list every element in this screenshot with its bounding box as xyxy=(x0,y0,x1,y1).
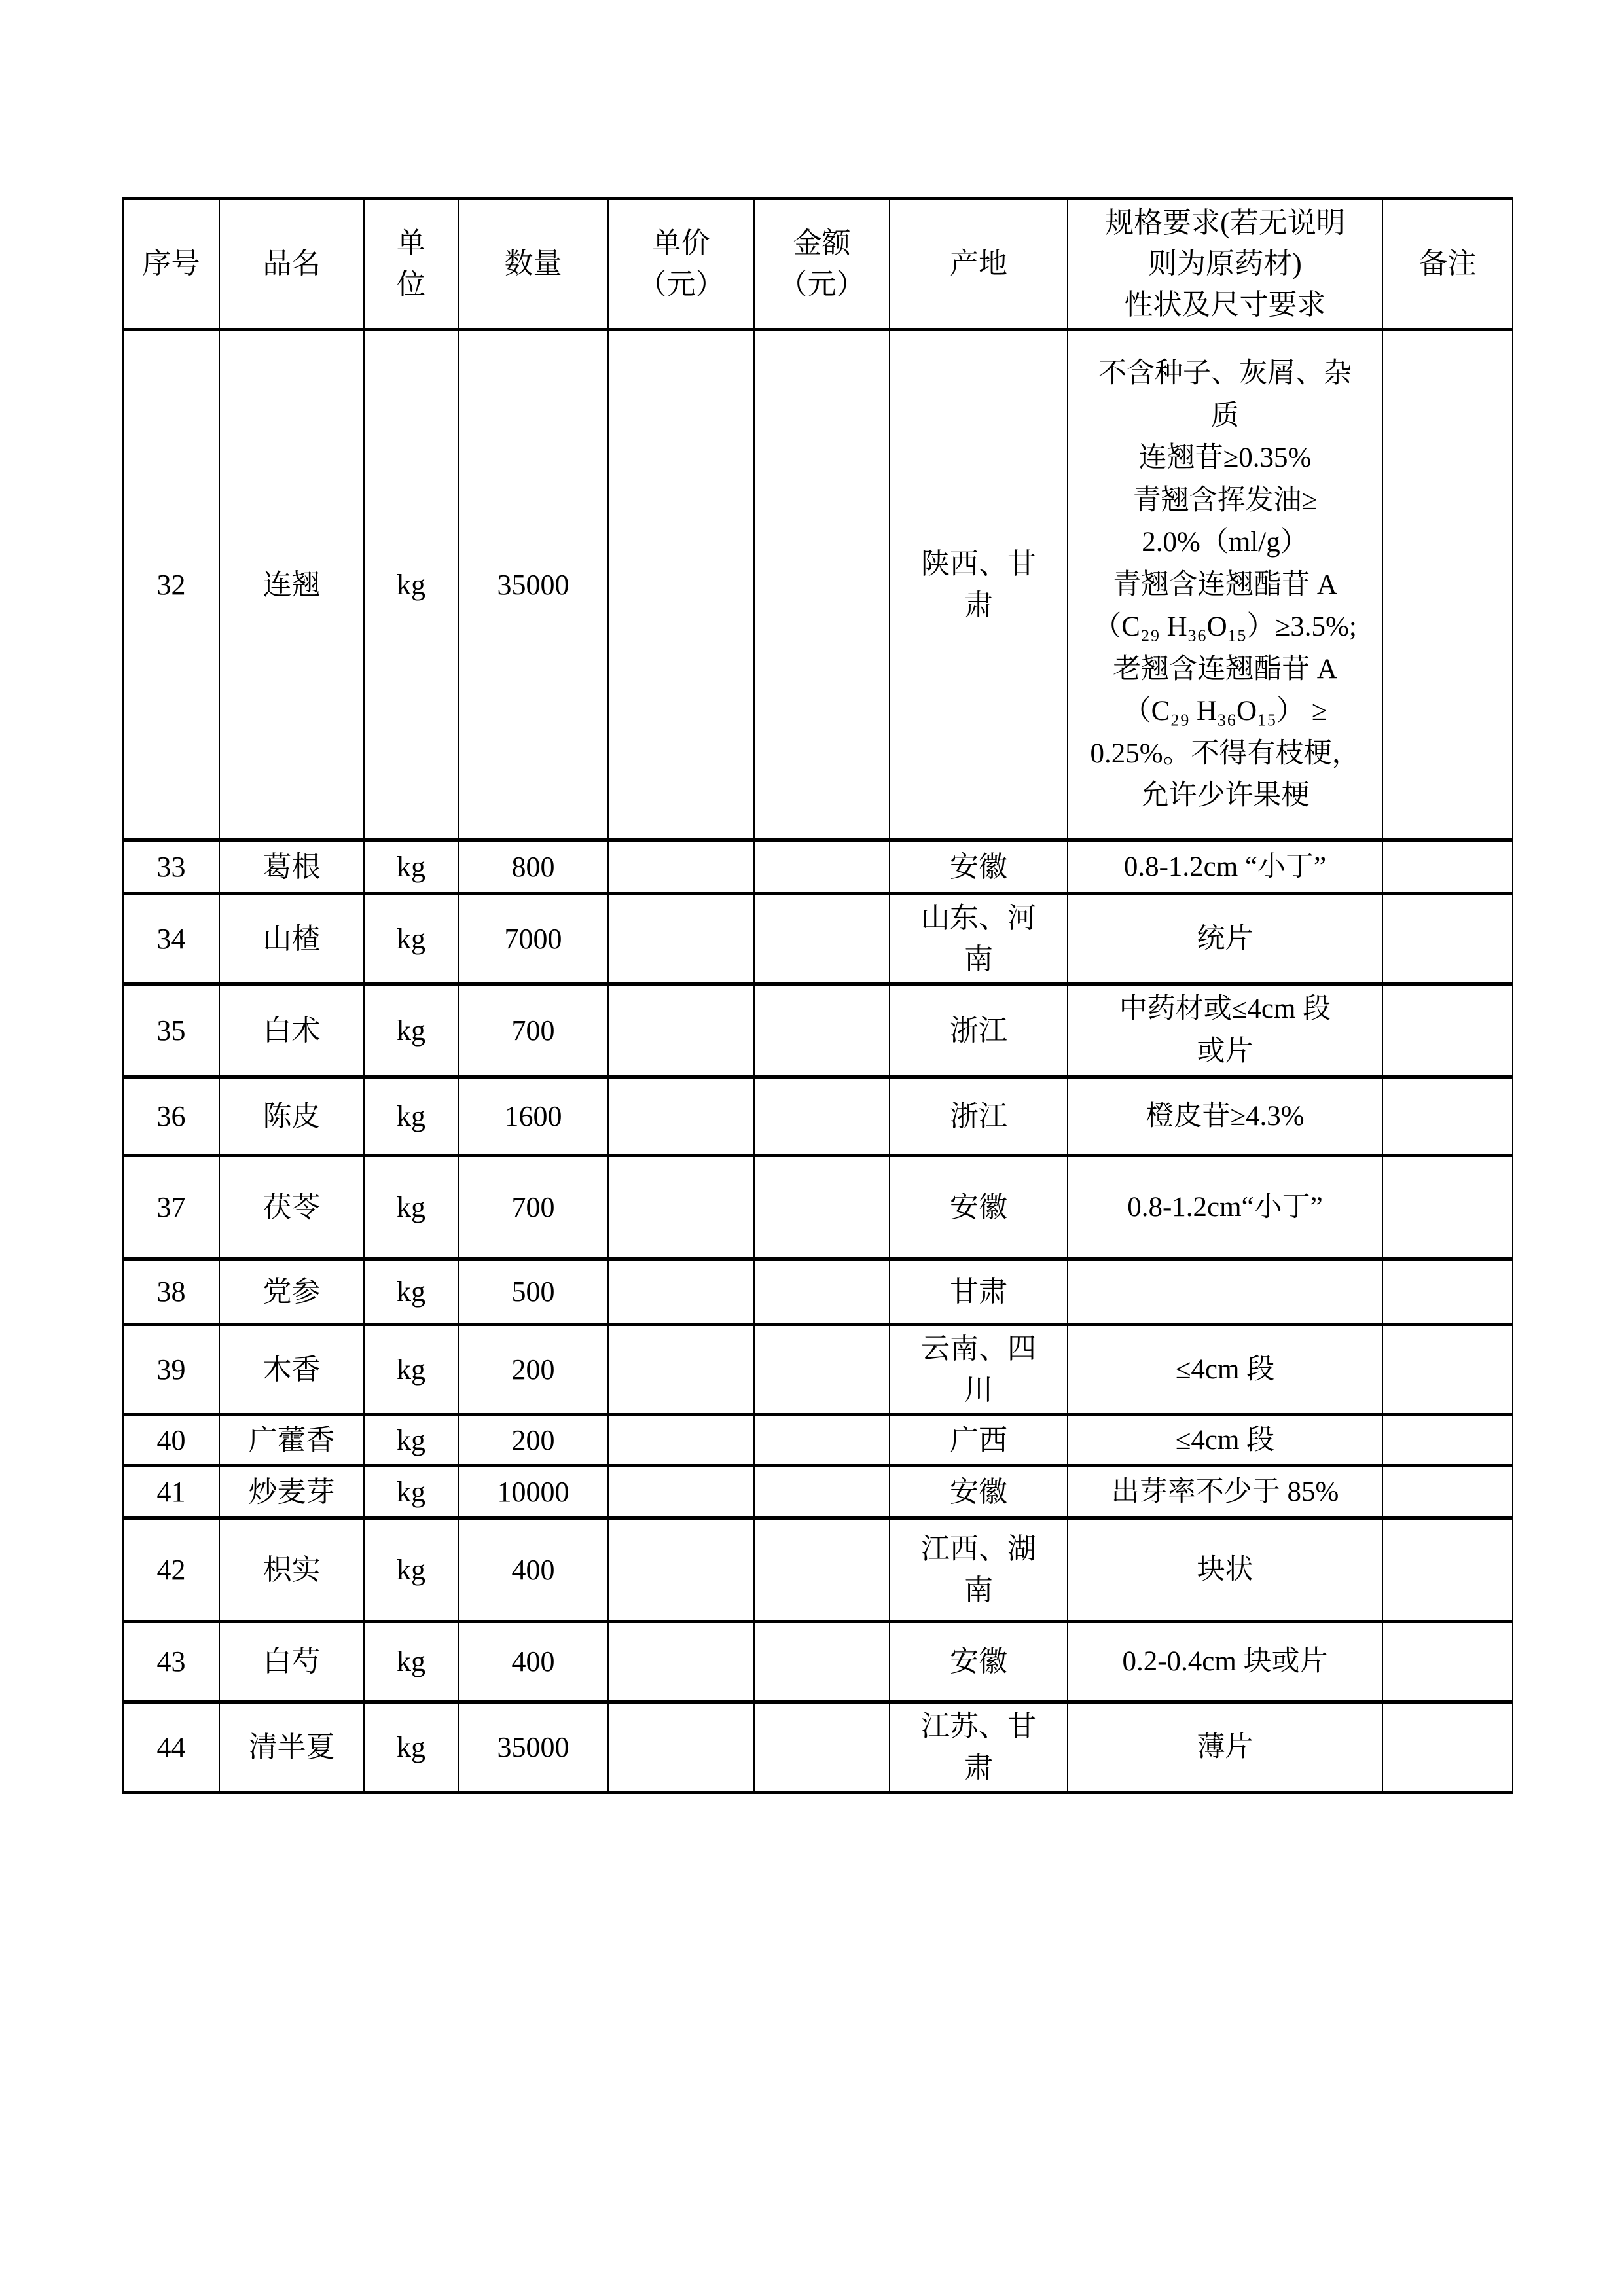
cell-price xyxy=(608,1415,754,1466)
spec-text-line: 老翘含连翘酯苷 A xyxy=(1113,653,1337,685)
col-header-amount xyxy=(754,199,890,330)
header-label-line: （元） xyxy=(778,268,865,300)
cell-price xyxy=(608,1077,754,1156)
spec-text-line: 连翘苷≥0.35% xyxy=(1138,442,1312,474)
col-header-no xyxy=(123,199,219,330)
cell-unit: kg xyxy=(364,1259,458,1325)
spec-text-line: 0.25%。不得有枝梗， xyxy=(1090,738,1360,769)
spec-text-line: 出芽率不少于 85% xyxy=(1111,1476,1339,1507)
cell-remark xyxy=(1382,1156,1513,1259)
cell-qty: 10000 xyxy=(458,1466,608,1518)
cell-name: 白术 xyxy=(219,984,364,1077)
procurement-items-table xyxy=(122,197,1513,1794)
cell-spec xyxy=(1068,894,1382,984)
cell-amount xyxy=(754,840,890,894)
cell-qty: 700 xyxy=(458,984,608,1077)
table-row-36 xyxy=(123,1077,1513,1156)
table-row-44 xyxy=(123,1702,1513,1793)
table-row-42 xyxy=(123,1518,1513,1622)
spec-text-line: （C₂₉ H₃₆O₁₅）≥3.5%; xyxy=(1093,611,1357,643)
cell-spec xyxy=(1068,330,1382,840)
cell-price xyxy=(608,1466,754,1518)
cell-spec xyxy=(1068,1702,1382,1793)
header-label-line: 备注 xyxy=(1418,247,1477,280)
header-label-line: 单 xyxy=(397,227,425,260)
col-header-remark xyxy=(1382,199,1513,330)
spec-text-line: 0.8-1.2cm “小丁” xyxy=(1123,851,1327,882)
table-row-32 xyxy=(123,330,1513,840)
cell-unit: kg xyxy=(364,894,458,984)
cell-name: 广藿香 xyxy=(219,1415,364,1466)
cell-name: 清半夏 xyxy=(219,1702,364,1793)
col-header-spec xyxy=(1068,199,1382,330)
cell-qty: 800 xyxy=(458,840,608,894)
cell-spec xyxy=(1068,1622,1382,1702)
cell-name: 葛根 xyxy=(219,840,364,894)
header-row xyxy=(123,199,1513,330)
cell-remark xyxy=(1382,330,1513,840)
cell-remark xyxy=(1382,840,1513,894)
cell-name: 陈皮 xyxy=(219,1077,364,1156)
cell-no: 39 xyxy=(123,1325,219,1415)
cell-spec xyxy=(1068,840,1382,894)
cell-name: 木香 xyxy=(219,1325,364,1415)
header-label-line: 规格要求(若无说明 xyxy=(1105,207,1345,239)
cell-qty: 7000 xyxy=(458,894,608,984)
header-label-line: （元） xyxy=(638,268,725,300)
cell-unit: kg xyxy=(364,1325,458,1415)
cell-remark xyxy=(1382,1702,1513,1793)
cell-price xyxy=(608,840,754,894)
cell-spec xyxy=(1068,1156,1382,1259)
cell-amount xyxy=(754,1518,890,1622)
cell-amount xyxy=(754,894,890,984)
table-row-37 xyxy=(123,1156,1513,1259)
cell-amount xyxy=(754,1622,890,1702)
cell-origin: 浙江 xyxy=(890,1077,1068,1156)
cell-spec xyxy=(1068,1325,1382,1415)
cell-remark xyxy=(1382,1518,1513,1622)
cell-name: 连翘 xyxy=(219,330,364,840)
cell-price xyxy=(608,330,754,840)
cell-no: 37 xyxy=(123,1156,219,1259)
cell-no: 38 xyxy=(123,1259,219,1325)
header-label-line: 则为原药材) xyxy=(1148,247,1302,280)
cell-amount xyxy=(754,1466,890,1518)
cell-origin: 江西、湖南 xyxy=(890,1518,1068,1622)
cell-name: 炒麦芽 xyxy=(219,1466,364,1518)
cell-amount xyxy=(754,1325,890,1415)
cell-price xyxy=(608,1325,754,1415)
cell-unit: kg xyxy=(364,330,458,840)
cell-no: 43 xyxy=(123,1622,219,1702)
cell-unit: kg xyxy=(364,1156,458,1259)
table-row-33 xyxy=(123,840,1513,894)
cell-price xyxy=(608,1259,754,1325)
spec-text-line: 不含种子、灰屑、杂 xyxy=(1098,358,1352,389)
cell-origin: 云南、四川 xyxy=(890,1325,1068,1415)
cell-name: 枳实 xyxy=(219,1518,364,1622)
cell-amount xyxy=(754,1077,890,1156)
table-header xyxy=(123,199,1513,330)
cell-no: 33 xyxy=(123,840,219,894)
header-label-line: 金额 xyxy=(793,227,851,260)
spec-text-line: 块状 xyxy=(1197,1554,1254,1585)
cell-remark xyxy=(1382,1259,1513,1325)
spec-text-line: 青翘含连翘酯苷 A xyxy=(1113,569,1337,600)
document-page xyxy=(122,197,1513,1794)
cell-unit: kg xyxy=(364,1415,458,1466)
cell-qty: 500 xyxy=(458,1259,608,1325)
cell-qty: 200 xyxy=(458,1415,608,1466)
spec-text-line: 青翘含挥发油≥ xyxy=(1132,484,1318,516)
cell-amount xyxy=(754,330,890,840)
cell-no: 32 xyxy=(123,330,219,840)
cell-remark xyxy=(1382,1325,1513,1415)
cell-origin: 安徽 xyxy=(890,1156,1068,1259)
cell-spec xyxy=(1068,1466,1382,1518)
cell-qty: 200 xyxy=(458,1325,608,1415)
cell-no: 36 xyxy=(123,1077,219,1156)
cell-no: 42 xyxy=(123,1518,219,1622)
cell-unit: kg xyxy=(364,1622,458,1702)
cell-amount xyxy=(754,1702,890,1793)
cell-origin: 甘肃 xyxy=(890,1259,1068,1325)
table-row-35 xyxy=(123,984,1513,1077)
cell-price xyxy=(608,984,754,1077)
cell-origin: 安徽 xyxy=(890,1622,1068,1702)
header-label-line: 性状及尺寸要求 xyxy=(1124,288,1326,321)
cell-qty: 700 xyxy=(458,1156,608,1259)
cell-price xyxy=(608,894,754,984)
cell-spec xyxy=(1068,1415,1382,1466)
table-row-40 xyxy=(123,1415,1513,1466)
cell-amount xyxy=(754,1259,890,1325)
cell-spec xyxy=(1068,984,1382,1077)
cell-remark xyxy=(1382,984,1513,1077)
cell-origin: 山东、河南 xyxy=(890,894,1068,984)
table-row-41 xyxy=(123,1466,1513,1518)
spec-text-line: （C₂₉ H₃₆O₁₅） ≥ xyxy=(1123,696,1327,727)
col-header-unit xyxy=(364,199,458,330)
table-body xyxy=(123,330,1513,1793)
table-row-43 xyxy=(123,1622,1513,1702)
cell-no: 44 xyxy=(123,1702,219,1793)
header-label-line: 位 xyxy=(397,268,425,300)
header-label-line: 序号 xyxy=(142,247,200,280)
spec-text-line: 允许少许果梗 xyxy=(1140,780,1310,812)
spec-text-line: 薄片 xyxy=(1197,1731,1254,1763)
cell-spec xyxy=(1068,1518,1382,1622)
cell-amount xyxy=(754,1156,890,1259)
cell-no: 34 xyxy=(123,894,219,984)
spec-text-line: 统片 xyxy=(1197,923,1254,954)
spec-text-line: 0.2-0.4cm 块或片 xyxy=(1122,1646,1328,1677)
spec-text-line: 2.0%（ml/g） xyxy=(1142,527,1308,558)
header-label-line: 数量 xyxy=(504,247,562,280)
cell-spec xyxy=(1068,1077,1382,1156)
col-header-name xyxy=(219,199,364,330)
cell-price xyxy=(608,1518,754,1622)
cell-no: 41 xyxy=(123,1466,219,1518)
cell-unit: kg xyxy=(364,1466,458,1518)
spec-text-line: ≤4cm 段 xyxy=(1175,1424,1275,1456)
spec-text-line: 或片 xyxy=(1197,1035,1254,1067)
cell-unit: kg xyxy=(364,984,458,1077)
cell-qty: 400 xyxy=(458,1622,608,1702)
cell-unit: kg xyxy=(364,1077,458,1156)
col-header-qty xyxy=(458,199,608,330)
header-label-line: 产地 xyxy=(950,247,1007,280)
col-header-origin xyxy=(890,199,1068,330)
cell-amount xyxy=(754,1415,890,1466)
cell-unit: kg xyxy=(364,1702,458,1793)
cell-qty: 35000 xyxy=(458,330,608,840)
header-label-line: 品名 xyxy=(262,247,321,280)
cell-origin: 浙江 xyxy=(890,984,1068,1077)
cell-name: 山楂 xyxy=(219,894,364,984)
cell-name: 党参 xyxy=(219,1259,364,1325)
table-row-39 xyxy=(123,1325,1513,1415)
cell-origin: 江苏、甘肃 xyxy=(890,1702,1068,1793)
cell-remark xyxy=(1382,894,1513,984)
cell-price xyxy=(608,1622,754,1702)
cell-origin: 广西 xyxy=(890,1415,1068,1466)
cell-spec xyxy=(1068,1259,1382,1325)
spec-text-line: 质 xyxy=(1211,400,1239,431)
col-header-price xyxy=(608,199,754,330)
cell-no: 35 xyxy=(123,984,219,1077)
cell-price xyxy=(608,1156,754,1259)
cell-remark xyxy=(1382,1622,1513,1702)
cell-amount xyxy=(754,984,890,1077)
cell-name: 茯苓 xyxy=(219,1156,364,1259)
spec-text-line: ≤4cm 段 xyxy=(1175,1354,1275,1385)
cell-qty: 1600 xyxy=(458,1077,608,1156)
cell-remark xyxy=(1382,1415,1513,1466)
cell-qty: 400 xyxy=(458,1518,608,1622)
cell-origin: 安徽 xyxy=(890,840,1068,894)
cell-origin: 陕西、甘肃 xyxy=(890,330,1068,840)
cell-no: 40 xyxy=(123,1415,219,1466)
cell-unit: kg xyxy=(364,840,458,894)
spec-text-line: 0.8-1.2cm“小丁” xyxy=(1127,1191,1323,1223)
header-label-line: 单价 xyxy=(652,227,710,260)
cell-qty: 35000 xyxy=(458,1702,608,1793)
cell-name: 白芍 xyxy=(219,1622,364,1702)
cell-remark xyxy=(1382,1466,1513,1518)
spec-text-line: 橙皮苷≥4.3% xyxy=(1146,1100,1305,1132)
cell-price xyxy=(608,1702,754,1793)
spec-text-line: 中药材或≤4cm 段 xyxy=(1119,994,1331,1025)
cell-origin: 安徽 xyxy=(890,1466,1068,1518)
cell-unit: kg xyxy=(364,1518,458,1622)
cell-remark xyxy=(1382,1077,1513,1156)
table-row-38 xyxy=(123,1259,1513,1325)
table-row-34 xyxy=(123,894,1513,984)
